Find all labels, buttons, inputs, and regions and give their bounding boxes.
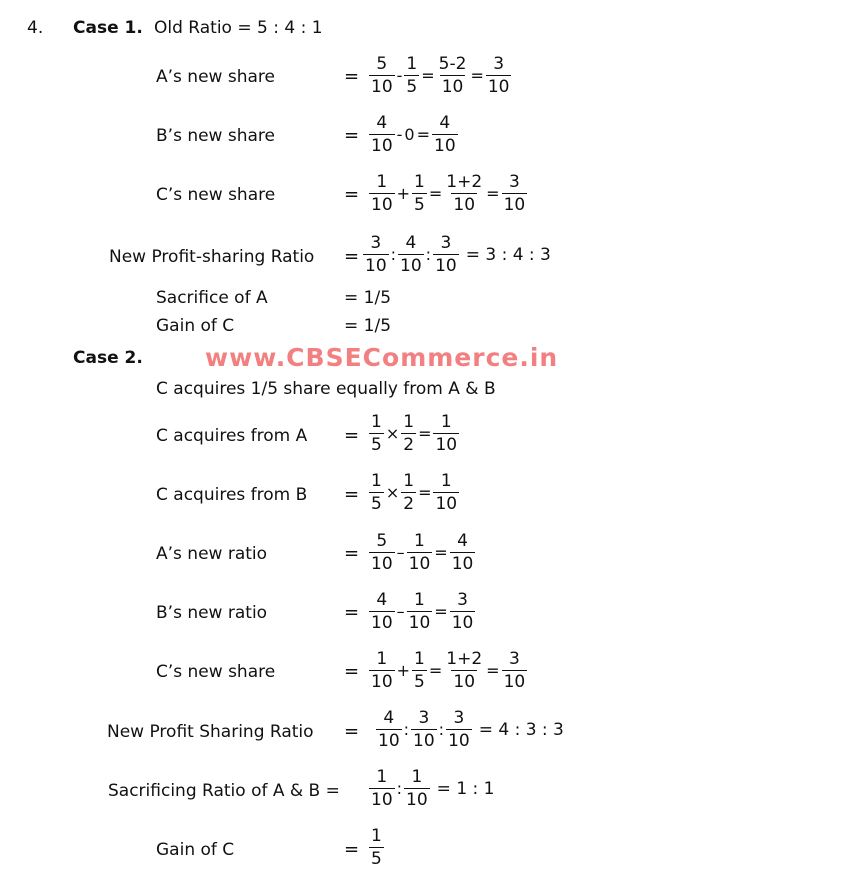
c1-row-expr [368, 172, 528, 215]
operator: : [390, 245, 397, 264]
c2-row-expr [368, 649, 528, 692]
fraction [437, 54, 469, 97]
denominator: 10 [435, 256, 457, 276]
equals-sign: = [344, 246, 360, 267]
operator: – [396, 602, 405, 621]
denominator: 10 [453, 672, 476, 692]
denominator: 10 [406, 790, 428, 810]
equals-sign: = [344, 661, 360, 682]
operator: - [396, 125, 403, 144]
numerator: 5 [376, 54, 388, 74]
fraction [486, 54, 512, 97]
operator: - [396, 66, 403, 85]
sr-label: Sacrificing Ratio of A & B = [108, 781, 340, 801]
numerator: 1 [376, 767, 388, 787]
denominator: 5 [371, 435, 382, 455]
numerator: 1 [411, 767, 423, 787]
operator: – [396, 543, 405, 562]
c1-npsr-expr [362, 233, 551, 276]
fraction [411, 708, 437, 751]
c2-npsr-expr [375, 708, 564, 751]
numerator: 4 [439, 113, 451, 133]
fraction [369, 767, 395, 810]
denominator: 10 [371, 672, 393, 692]
numerator: 3 [457, 590, 468, 610]
operator: = [434, 543, 448, 562]
case2-statement: C acquires 1/5 share equally from A & B [156, 379, 496, 399]
fraction [369, 471, 384, 514]
c2-row-expr [368, 412, 460, 455]
fraction [398, 233, 424, 276]
operator: : [438, 720, 445, 739]
numerator: 1 [376, 172, 388, 192]
c2-row-label: C’s new share [156, 662, 276, 682]
denominator: 10 [371, 195, 393, 215]
c1-row-label: A’s new share [156, 67, 275, 87]
equals-sign: = [344, 425, 360, 446]
fraction [369, 412, 384, 455]
denominator: 10 [503, 195, 526, 215]
operator: : [425, 245, 432, 264]
numerator: 4 [376, 113, 388, 133]
denominator: 10 [451, 613, 474, 633]
sr-result: = 1 : 1 [436, 778, 495, 799]
denominator: 10 [371, 554, 393, 574]
numerator: 3 [453, 708, 465, 728]
c2-row-label: A’s new ratio [156, 544, 268, 564]
denominator: 10 [365, 256, 387, 276]
operator: = [418, 424, 432, 443]
fraction [369, 531, 395, 574]
c2-row-label: B’s new ratio [156, 603, 268, 623]
denominator: 10 [434, 136, 456, 156]
numerator: 4 [457, 531, 468, 551]
fraction [369, 54, 395, 97]
denominator: 5 [371, 494, 382, 514]
operator: = [421, 66, 435, 85]
denominator: 10 [503, 672, 526, 692]
equals-sign: = [344, 543, 360, 564]
sr-terms [368, 767, 431, 810]
fraction [404, 767, 430, 810]
fraction [369, 172, 395, 215]
equals-sign: = [344, 184, 360, 205]
denominator: 10 [371, 613, 393, 633]
denominator: 10 [408, 613, 431, 633]
denominator: 5 [414, 195, 425, 215]
numerator: 4 [405, 233, 417, 253]
denominator: 10 [487, 77, 510, 97]
c1-row-expr [368, 54, 512, 97]
c1-row-label: B’s new share [156, 126, 275, 146]
denominator: 10 [441, 77, 464, 97]
c2-gain-label: Gain of C [156, 840, 235, 860]
operator: 0 [404, 125, 415, 144]
equals-sign: = [344, 66, 360, 87]
fraction [432, 113, 458, 156]
fraction [444, 649, 484, 692]
fraction [412, 172, 427, 215]
c2-row-label: C acquires from A [156, 426, 308, 446]
question-number: 4. [27, 18, 44, 38]
fraction [502, 172, 528, 215]
numerator: 3 [508, 649, 520, 669]
fraction [369, 826, 384, 869]
numerator: 5 [376, 531, 388, 551]
gain-label: Gain of C [156, 316, 235, 336]
fraction [502, 649, 528, 692]
numerator: 1 [376, 649, 388, 669]
operator: = [428, 184, 443, 203]
numerator: 1 [403, 471, 415, 491]
numerator: 1 [440, 471, 452, 491]
operator: = [486, 184, 500, 203]
fraction [401, 471, 416, 514]
denominator: 10 [400, 256, 422, 276]
denominator: 10 [453, 195, 476, 215]
equals-sign: = [344, 839, 360, 860]
numerator: 3 [418, 708, 430, 728]
c2-row-label: C acquires from B [156, 485, 308, 505]
numerator: 3 [493, 54, 505, 74]
c2-row-expr [368, 531, 476, 574]
c1-row-expr [368, 113, 459, 156]
fraction [433, 412, 459, 455]
denominator: 10 [435, 494, 458, 514]
fraction [407, 590, 433, 633]
numerator: 1 [414, 531, 425, 551]
c2-gain-expr [368, 826, 385, 869]
numerator: 3 [370, 233, 382, 253]
operator: × [385, 483, 400, 502]
denominator: 5 [371, 849, 382, 869]
numerator: 1 [414, 590, 425, 610]
numerator: 1 [371, 826, 382, 846]
watermark-text: www.CBSECommerce.in [205, 343, 559, 372]
fraction [363, 233, 389, 276]
numerator: 1 [440, 412, 452, 432]
equals-sign: = [344, 484, 360, 505]
numerator: 1 [403, 412, 415, 432]
denominator: 10 [451, 554, 474, 574]
fraction [369, 590, 395, 633]
operator: = [470, 66, 484, 85]
c1-row-label: C’s new share [156, 185, 276, 205]
c1-npsr-terms [362, 233, 460, 276]
sacrifice-label: Sacrifice of A [156, 288, 268, 308]
fraction [369, 113, 395, 156]
denominator: 10 [371, 790, 393, 810]
numerator: 1+2 [446, 172, 483, 192]
fraction [404, 54, 419, 97]
operator: = [434, 602, 448, 621]
c2-npsr-label: New Profit Sharing Ratio [107, 722, 314, 742]
operator: = [428, 661, 443, 680]
numerator: 4 [383, 708, 395, 728]
fraction [369, 649, 395, 692]
gain-value: = 1/5 [344, 316, 392, 336]
operator: = [418, 483, 432, 502]
operator: = [416, 125, 431, 144]
equals-sign: = [344, 125, 360, 146]
sr-expr [368, 767, 495, 810]
fraction [407, 531, 433, 574]
c2-row-expr [368, 471, 460, 514]
equals-sign: = [344, 721, 360, 742]
case2-title: Case 2. [73, 348, 143, 368]
denominator: 10 [435, 435, 458, 455]
fraction [376, 708, 402, 751]
numerator: 1 [371, 471, 382, 491]
numerator: 1 [371, 412, 382, 432]
fraction [433, 233, 459, 276]
numerator: 3 [508, 172, 520, 192]
fraction [450, 531, 476, 574]
fraction [446, 708, 472, 751]
denominator: 2 [403, 494, 415, 514]
operator: = [486, 661, 500, 680]
operator: + [396, 661, 411, 680]
operator: : [396, 779, 403, 798]
c1-npsr-result: = 3 : 4 : 3 [465, 244, 551, 265]
numerator: 4 [376, 590, 388, 610]
c1-npsr-label: New Profit-sharing Ratio [109, 247, 315, 267]
case1-title: Case 1. [73, 18, 143, 38]
denominator: 10 [378, 731, 400, 751]
sacrifice-value: = 1/5 [344, 288, 392, 308]
fraction [450, 590, 476, 633]
denominator: 5 [406, 77, 418, 97]
equals-sign: = [344, 602, 360, 623]
fraction [433, 471, 459, 514]
numerator: 3 [440, 233, 452, 253]
denominator: 10 [371, 77, 393, 97]
numerator: 1+2 [446, 649, 483, 669]
denominator: 10 [371, 136, 393, 156]
fraction [444, 172, 484, 215]
operator: × [385, 424, 400, 443]
old-ratio: Old Ratio = 5 : 4 : 1 [154, 18, 323, 38]
denominator: 2 [403, 435, 415, 455]
numerator: 1 [414, 649, 425, 669]
c2-npsr-terms [375, 708, 473, 751]
numerator: 5-2 [438, 54, 467, 74]
numerator: 1 [414, 172, 425, 192]
c2-row-expr [368, 590, 476, 633]
operator: + [396, 184, 411, 203]
denominator: 10 [408, 554, 431, 574]
denominator: 5 [414, 672, 425, 692]
fraction [401, 412, 416, 455]
operator: : [403, 720, 410, 739]
denominator: 10 [448, 731, 470, 751]
fraction [412, 649, 427, 692]
denominator: 10 [413, 731, 435, 751]
c2-npsr-result: = 4 : 3 : 3 [478, 719, 564, 740]
numerator: 1 [406, 54, 418, 74]
